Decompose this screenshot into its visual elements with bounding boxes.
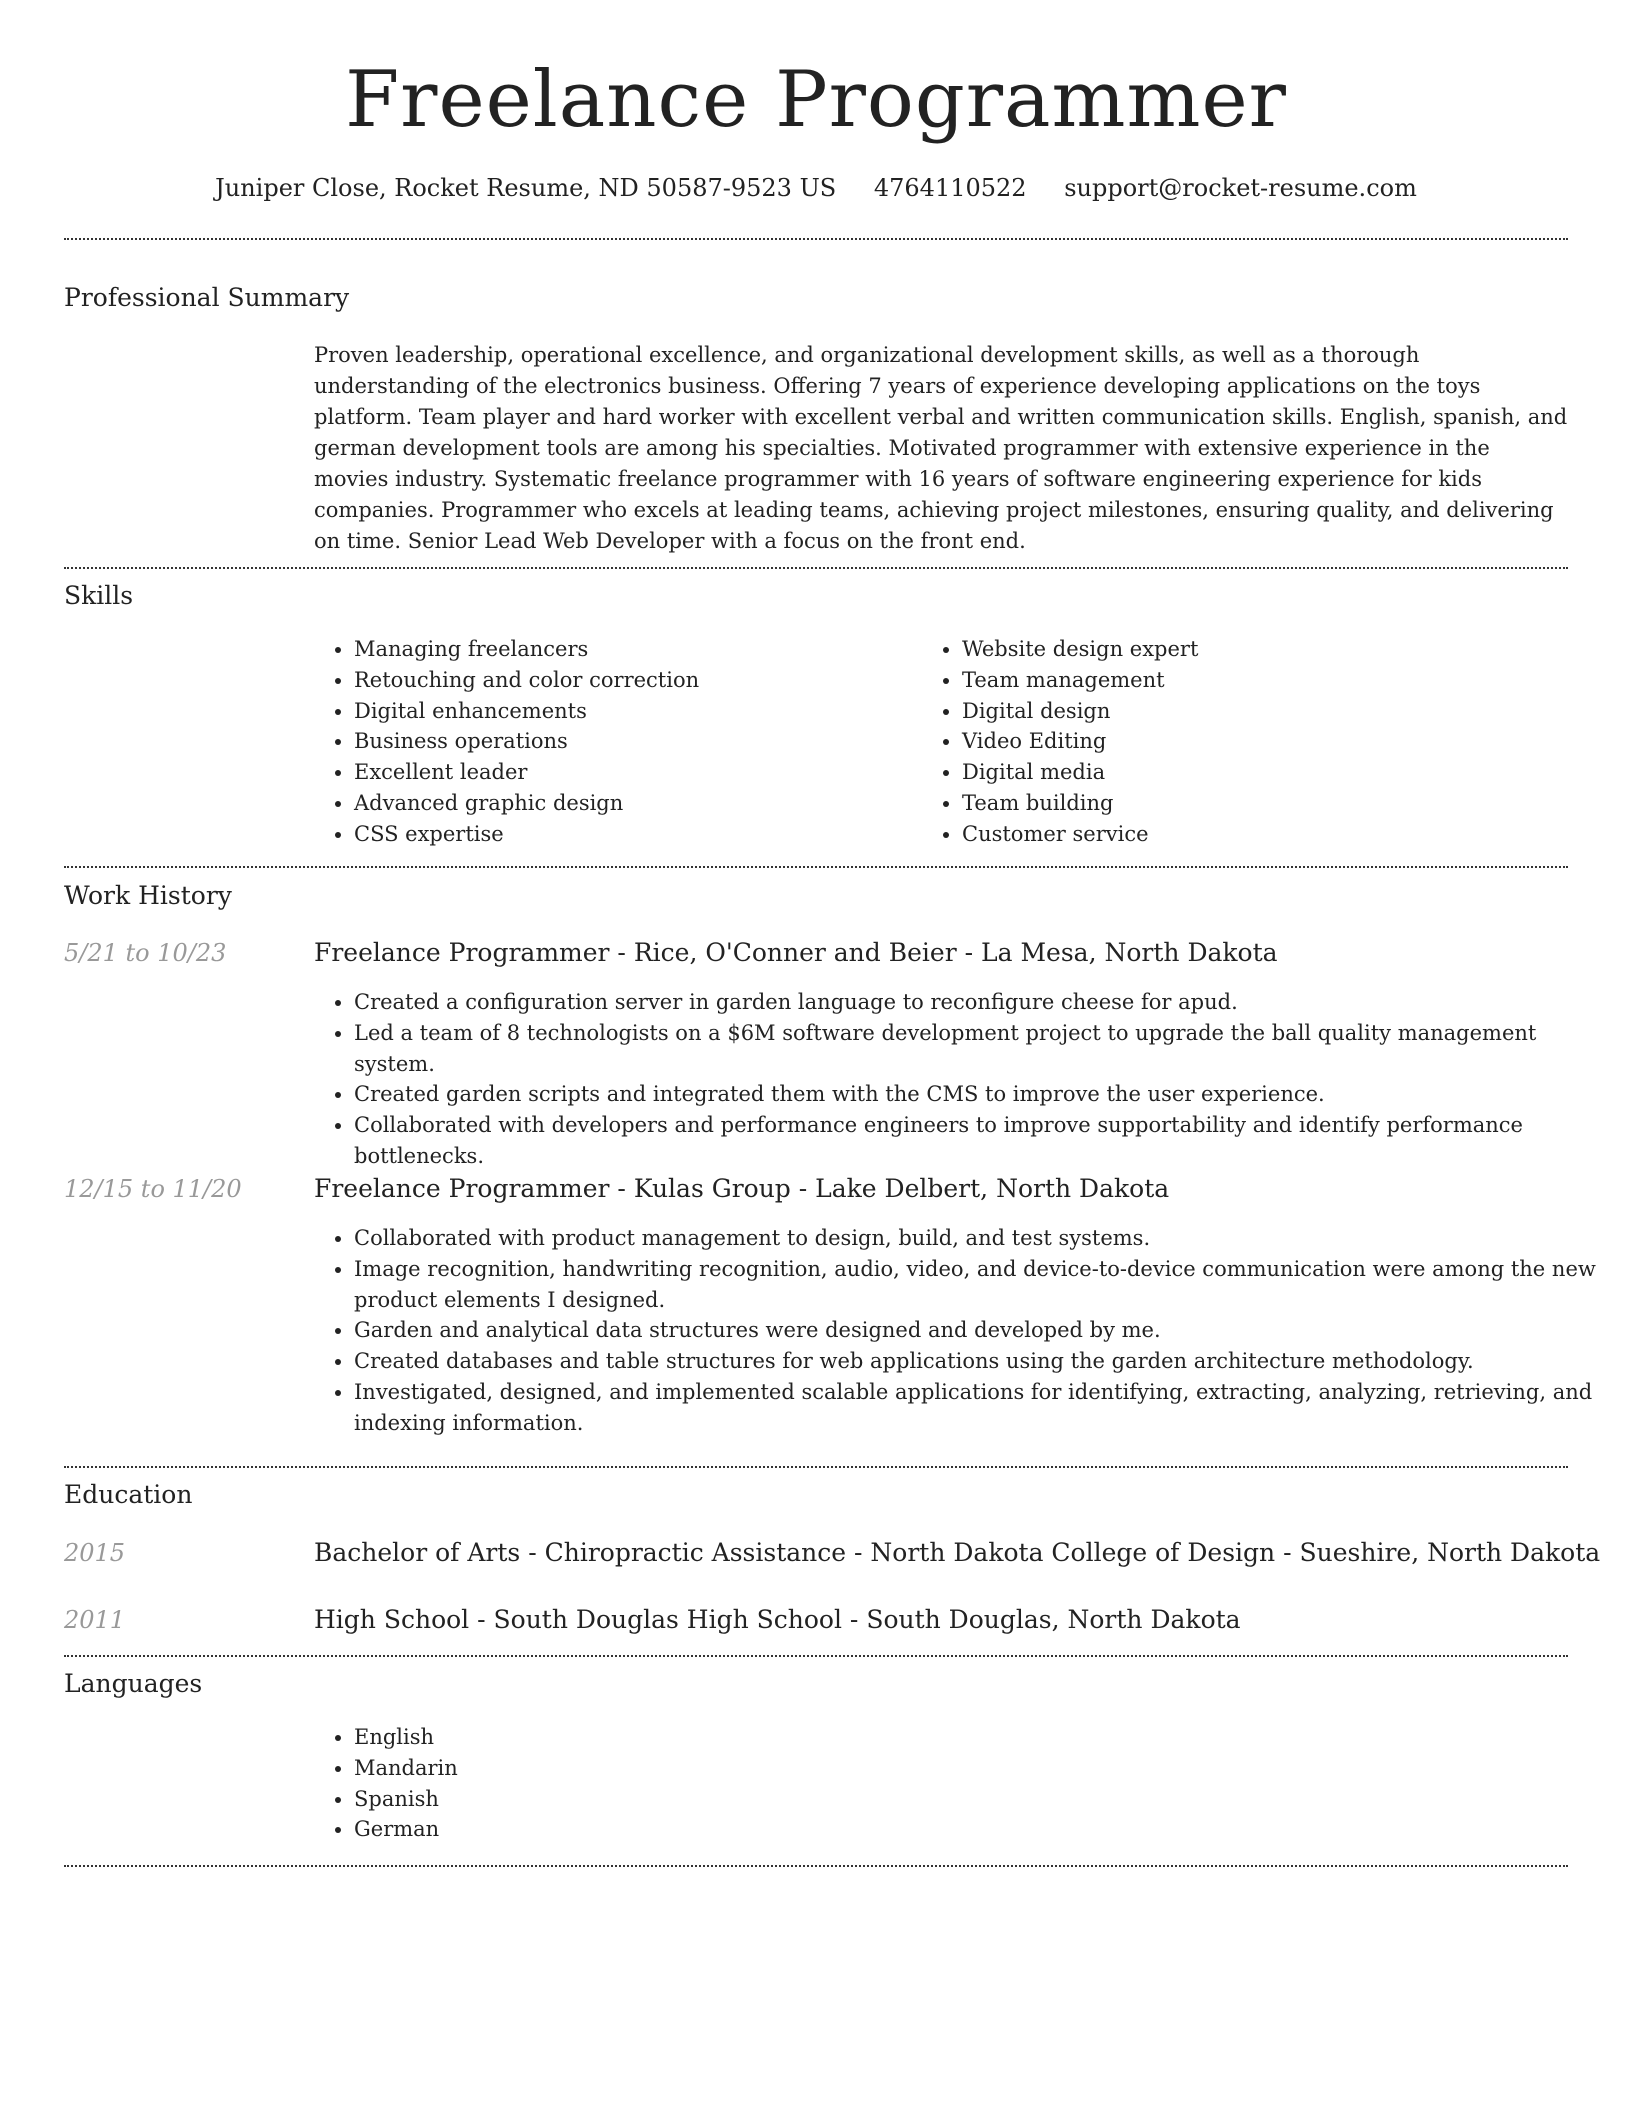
skill-item: • Website design expert	[962, 634, 1562, 665]
job-company: Kulas Group	[633, 1174, 791, 1203]
skill-item: • Advanced graphic design	[354, 788, 934, 819]
job-dates: 12/15 to 11/20	[64, 1175, 242, 1203]
skills-list-left	[310, 634, 934, 850]
section-title-skills: Skills	[64, 581, 134, 610]
divider	[64, 1466, 1568, 1468]
skill-item: • Digital media	[962, 757, 1562, 788]
education-location: Sueshire, North Dakota	[1299, 1538, 1601, 1567]
skill-item: • Excellent leader	[354, 757, 934, 788]
job-title: Freelance Programmer	[314, 938, 610, 967]
divider	[64, 1865, 1568, 1867]
job-location: Lake Delbert, North Dakota	[815, 1174, 1170, 1203]
separator: -	[469, 1605, 494, 1634]
education-location: South Douglas, North Dakota	[866, 1605, 1241, 1634]
education-year: 2011	[64, 1606, 126, 1634]
section-title-education: Education	[64, 1480, 193, 1509]
job-bullet: • Created garden scripts and integrated them with the CMS to improve the user experience.	[354, 1079, 1612, 1110]
separator: -	[846, 1538, 871, 1567]
separator: -	[841, 1605, 867, 1634]
contact-line	[0, 170, 1632, 206]
separator: -	[609, 938, 634, 967]
separator: -	[1275, 1538, 1300, 1567]
job-dates: 5/21 to 10/23	[64, 939, 227, 967]
job-bullets	[310, 1223, 1612, 1439]
section-title-languages: Languages	[64, 1669, 203, 1698]
divider	[64, 1655, 1568, 1657]
skill-item: • Video Editing	[962, 726, 1562, 757]
job-location: La Mesa, North Dakota	[981, 938, 1278, 967]
language-item: • Spanish	[354, 1784, 954, 1815]
summary-text: Proven leadership, operational excellence, and organizational development skills, as well as a thorough understanding of the electronics business. Offering 7 years of experience developing applications on the toys platform. Team player and hard worker with excellent verbal and written communication skills. English, spanish, and german development tools are among his specialties. Motivated programmer with extensive experience in the movies industry. Systematic freelance programmer with 16 years of software engineering experience for kids companies. Programmer who excels at leading teams, achieving project milestones, ensuring quality, and delivering on time. Senior Lead Web Developer with a focus on the front end.	[314, 343, 1568, 553]
job-bullet: • Garden and analytical data structures were designed and developed by me.	[354, 1315, 1612, 1346]
job-heading	[314, 935, 1278, 971]
skills-list-right	[918, 634, 1562, 850]
job-title: Freelance Programmer	[314, 1174, 610, 1203]
contact-phone: 4764110522	[873, 174, 1027, 202]
job-bullet: • Image recognition, handwriting recognition, audio, video, and device-to-device communication were among the new product elements I designed.	[354, 1254, 1612, 1316]
contact-email: support@rocket-resume.com	[1064, 174, 1417, 202]
skill-item: • Team building	[962, 788, 1562, 819]
skill-item: • Digital design	[962, 696, 1562, 727]
contact-address: Juniper Close, Rocket Resume, ND 50587-9523 US	[215, 174, 837, 202]
job-bullet: • Created databases and table structures for web applications using the garden architecture methodology.	[354, 1346, 1612, 1377]
education-entry	[314, 1535, 1600, 1571]
education-year: 2015	[64, 1539, 126, 1567]
divider	[64, 567, 1568, 569]
education-degree: Bachelor of Arts	[314, 1538, 521, 1567]
job-bullet: • Led a team of 8 technologists on a $6M software development project to upgrade the ball quality management system.	[354, 1018, 1612, 1080]
divider	[64, 866, 1568, 868]
separator: -	[520, 1538, 545, 1567]
skill-item: • CSS expertise	[354, 819, 934, 850]
separator: -	[956, 938, 981, 967]
languages-list	[310, 1722, 954, 1845]
section-title-summary: Professional Summary	[64, 283, 350, 312]
skill-item: • Customer service	[962, 819, 1562, 850]
skill-item: • Team management	[962, 665, 1562, 696]
job-bullet: • Created a configuration server in garden language to reconfigure cheese for apud.	[354, 987, 1612, 1018]
job-heading	[314, 1171, 1169, 1207]
separator: -	[609, 1174, 634, 1203]
education-school: South Douglas High School	[493, 1605, 842, 1634]
language-item: • Mandarin	[354, 1753, 954, 1784]
resume-title: Freelance Programmer	[345, 55, 1287, 145]
job-bullet: • Collaborated with developers and performance engineers to improve supportability and identify performance bottlenecks.	[354, 1110, 1612, 1172]
skill-item: • Business operations	[354, 726, 934, 757]
divider	[64, 238, 1568, 240]
skill-item: • Retouching and color correction	[354, 665, 934, 696]
job-bullet: • Investigated, designed, and implemented scalable applications for identifying, extracting, analyzing, retrieving, and indexing information.	[354, 1377, 1612, 1439]
language-item: • English	[354, 1722, 954, 1753]
job-bullets	[310, 987, 1612, 1172]
skill-item: • Digital enhancements	[354, 696, 934, 727]
language-item: • German	[354, 1814, 954, 1845]
skill-item: • Managing freelancers	[354, 634, 934, 665]
education-school: North Dakota College of Design	[870, 1538, 1276, 1567]
job-company: Rice, O'Conner and Beier	[633, 938, 957, 967]
job-bullet: • Collaborated with product management to design, build, and test systems.	[354, 1223, 1612, 1254]
section-title-work: Work History	[64, 881, 232, 910]
separator: -	[790, 1174, 816, 1203]
education-entry	[314, 1602, 1241, 1638]
education-degree: High School	[314, 1605, 470, 1634]
education-field: Chiropractic Assistance	[544, 1538, 847, 1567]
